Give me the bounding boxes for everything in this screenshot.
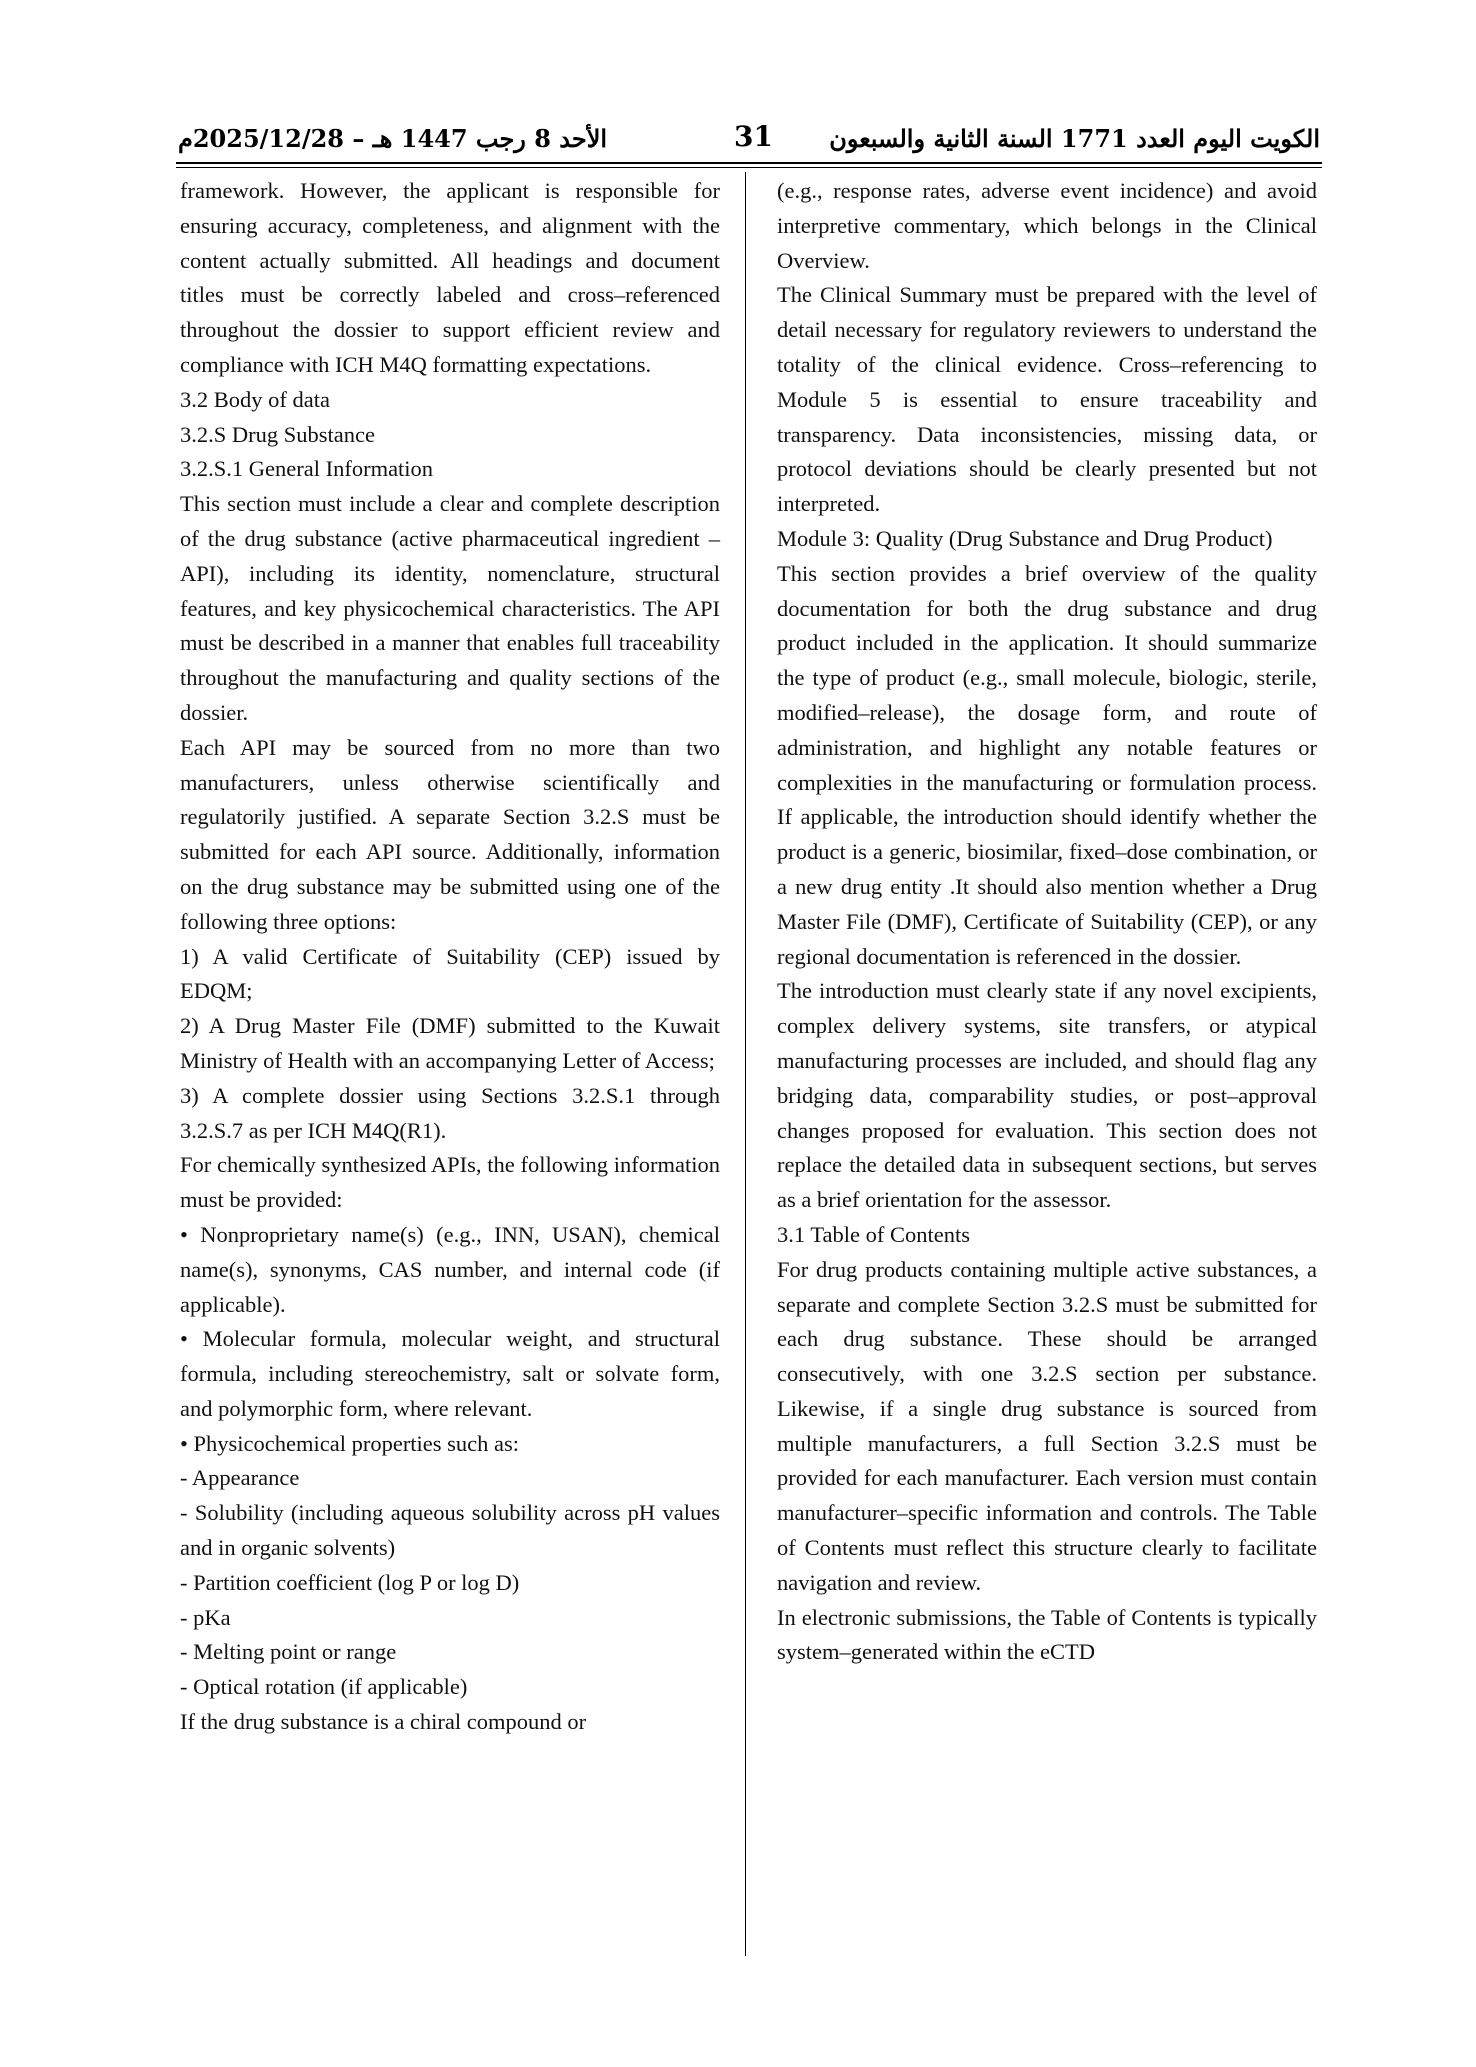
list-item: 3) A complete dossier using Sections 3.2.S.1 through 3.2.S.7 as per ICH M4Q(R1). (180, 1082, 720, 1143)
list-item: - Optical rotation (if applicable) (180, 1674, 468, 1700)
section-heading: 3.2.S.1 General Information (180, 456, 434, 482)
column-divider (745, 172, 746, 1956)
left-column (180, 174, 720, 1740)
bullet-item: • Molecular formula, molecular weight, and structural formula, including stereochemistry, salt or solvate form, and polymorphic form, where relevant. (180, 1326, 720, 1421)
paragraph: In electronic submissions, the Table of Contents is typically system–generated within the eCTD (777, 1604, 1317, 1665)
paragraph: The introduction must clearly state if any novel excipients, complex delivery systems, site transfers, or atypical manufacturing processes are included, and should flag any bridging data, comparability studies, or post–approval changes proposed for evaluation. This section does not replace the detailed data in subsequent sections, but serves as a brief orientation for the assessor. (777, 978, 1317, 1213)
paragraph: This section provides a brief overview of the quality documentation for both the drug substance and drug product included in the application. It should summarize the type of product (e.g., small molecule, biologic, sterile, modified–release), the dosage form, and route of administration, and highlight any notable features or complexities in the manufacturing or formulation process. If applicable, the introduction should identify whether the product is a generic, biosimilar, fixed–dose combination, or a new drug entity .It should also mention whether a Drug Master File (DMF), Certificate of Suitability (CEP), or any regional documentation is referenced in the dossier. (777, 560, 1317, 969)
paragraph: framework. However, the applicant is responsible for ensuring accuracy, completeness, and alignment with the content actually submitted. All headings and document titles must be correctly labeled and cross–referenced throughout the dossier to support efficient review and compliance with ICH M4Q formatting expectations. (180, 178, 720, 377)
page-number: 31 (734, 120, 773, 153)
section-heading: 3.2 Body of data (180, 386, 330, 412)
header-rule-thin (176, 167, 1322, 168)
header-date: الأحد 8 رجب 1447 هـ – 2025/12/28م (178, 124, 608, 153)
header-issue: الكويت اليوم العدد 1771 السنة الثانية والسبعون (829, 124, 1320, 153)
paragraph: This section must include a clear and complete description of the drug substance (active pharmaceutical ingredient – API), including its identity, nomenclature, structural features, and key physicochemical characteristics. The API must be described in a manner that enables full traceability throughout the manufacturing and quality sections of the dossier. (180, 491, 720, 725)
section-heading: Module 3: Quality (Drug Substance and Drug Product) (777, 525, 1273, 551)
paragraph: Each API may be sourced from no more than two manufacturers, unless otherwise scientifically and regulatorily justified. A separate Section 3.2.S must be submitted for each API source. Additionally, information on the drug substance may be submitted using one of the following three options: (180, 734, 720, 934)
list-item: - Partition coefficient (log P or log D) (180, 1569, 520, 1595)
paragraph: (e.g., response rates, adverse event incidence) and avoid interpretive commentary, which belongs in the Clinical Overview. (777, 178, 1317, 273)
bullet-item: • Physicochemical properties such as: (180, 1430, 520, 1456)
paragraph: For chemically synthesized APIs, the following information must be provided: (180, 1152, 720, 1213)
paragraph: If the drug substance is a chiral compound or (180, 1709, 587, 1735)
header-rule-thick (176, 162, 1322, 164)
list-item: 2) A Drug Master File (DMF) submitted to the Kuwait Ministry of Health with an accompanying Letter of Access; (180, 1013, 720, 1073)
section-heading: 3.2.S Drug Substance (180, 421, 375, 447)
list-item: - Melting point or range (180, 1639, 397, 1665)
bullet-item: • Nonproprietary name(s) (e.g., INN, USAN), chemical name(s), synonyms, CAS number, and internal code (if applicable). (180, 1221, 720, 1317)
list-item: - Appearance (180, 1465, 300, 1491)
paragraph: For drug products containing multiple active substances, a separate and complete Section 3.2.S must be submitted for each drug substance. These should be arranged consecutively, with one 3.2.S section per substance. Likewise, if a single drug substance is sourced from multiple manufacturers, a full Section 3.2.S must be provided for each manufacturer. Each version must contain manufacturer–specific information and controls. The Table of Contents must reflect this structure clearly to facilitate navigation and review. (777, 1256, 1317, 1595)
list-item: - Solubility (including aqueous solubility across pH values and in organic solvents) (180, 1500, 720, 1561)
paragraph: The Clinical Summary must be prepared with the level of detail necessary for regulatory reviewers to understand the totality of the clinical evidence. Cross–referencing to Module 5 is essential to ensure traceability and transparency. Data inconsistencies, missing data, or protocol deviations should be clearly presented but not interpreted. (777, 282, 1317, 517)
list-item: 1) A valid Certificate of Suitability (CEP) issued by EDQM; (180, 943, 720, 1004)
right-column (777, 174, 1317, 1670)
list-item: - pKa (180, 1604, 231, 1630)
section-heading: 3.1 Table of Contents (777, 1221, 970, 1247)
page-header (178, 118, 1320, 162)
